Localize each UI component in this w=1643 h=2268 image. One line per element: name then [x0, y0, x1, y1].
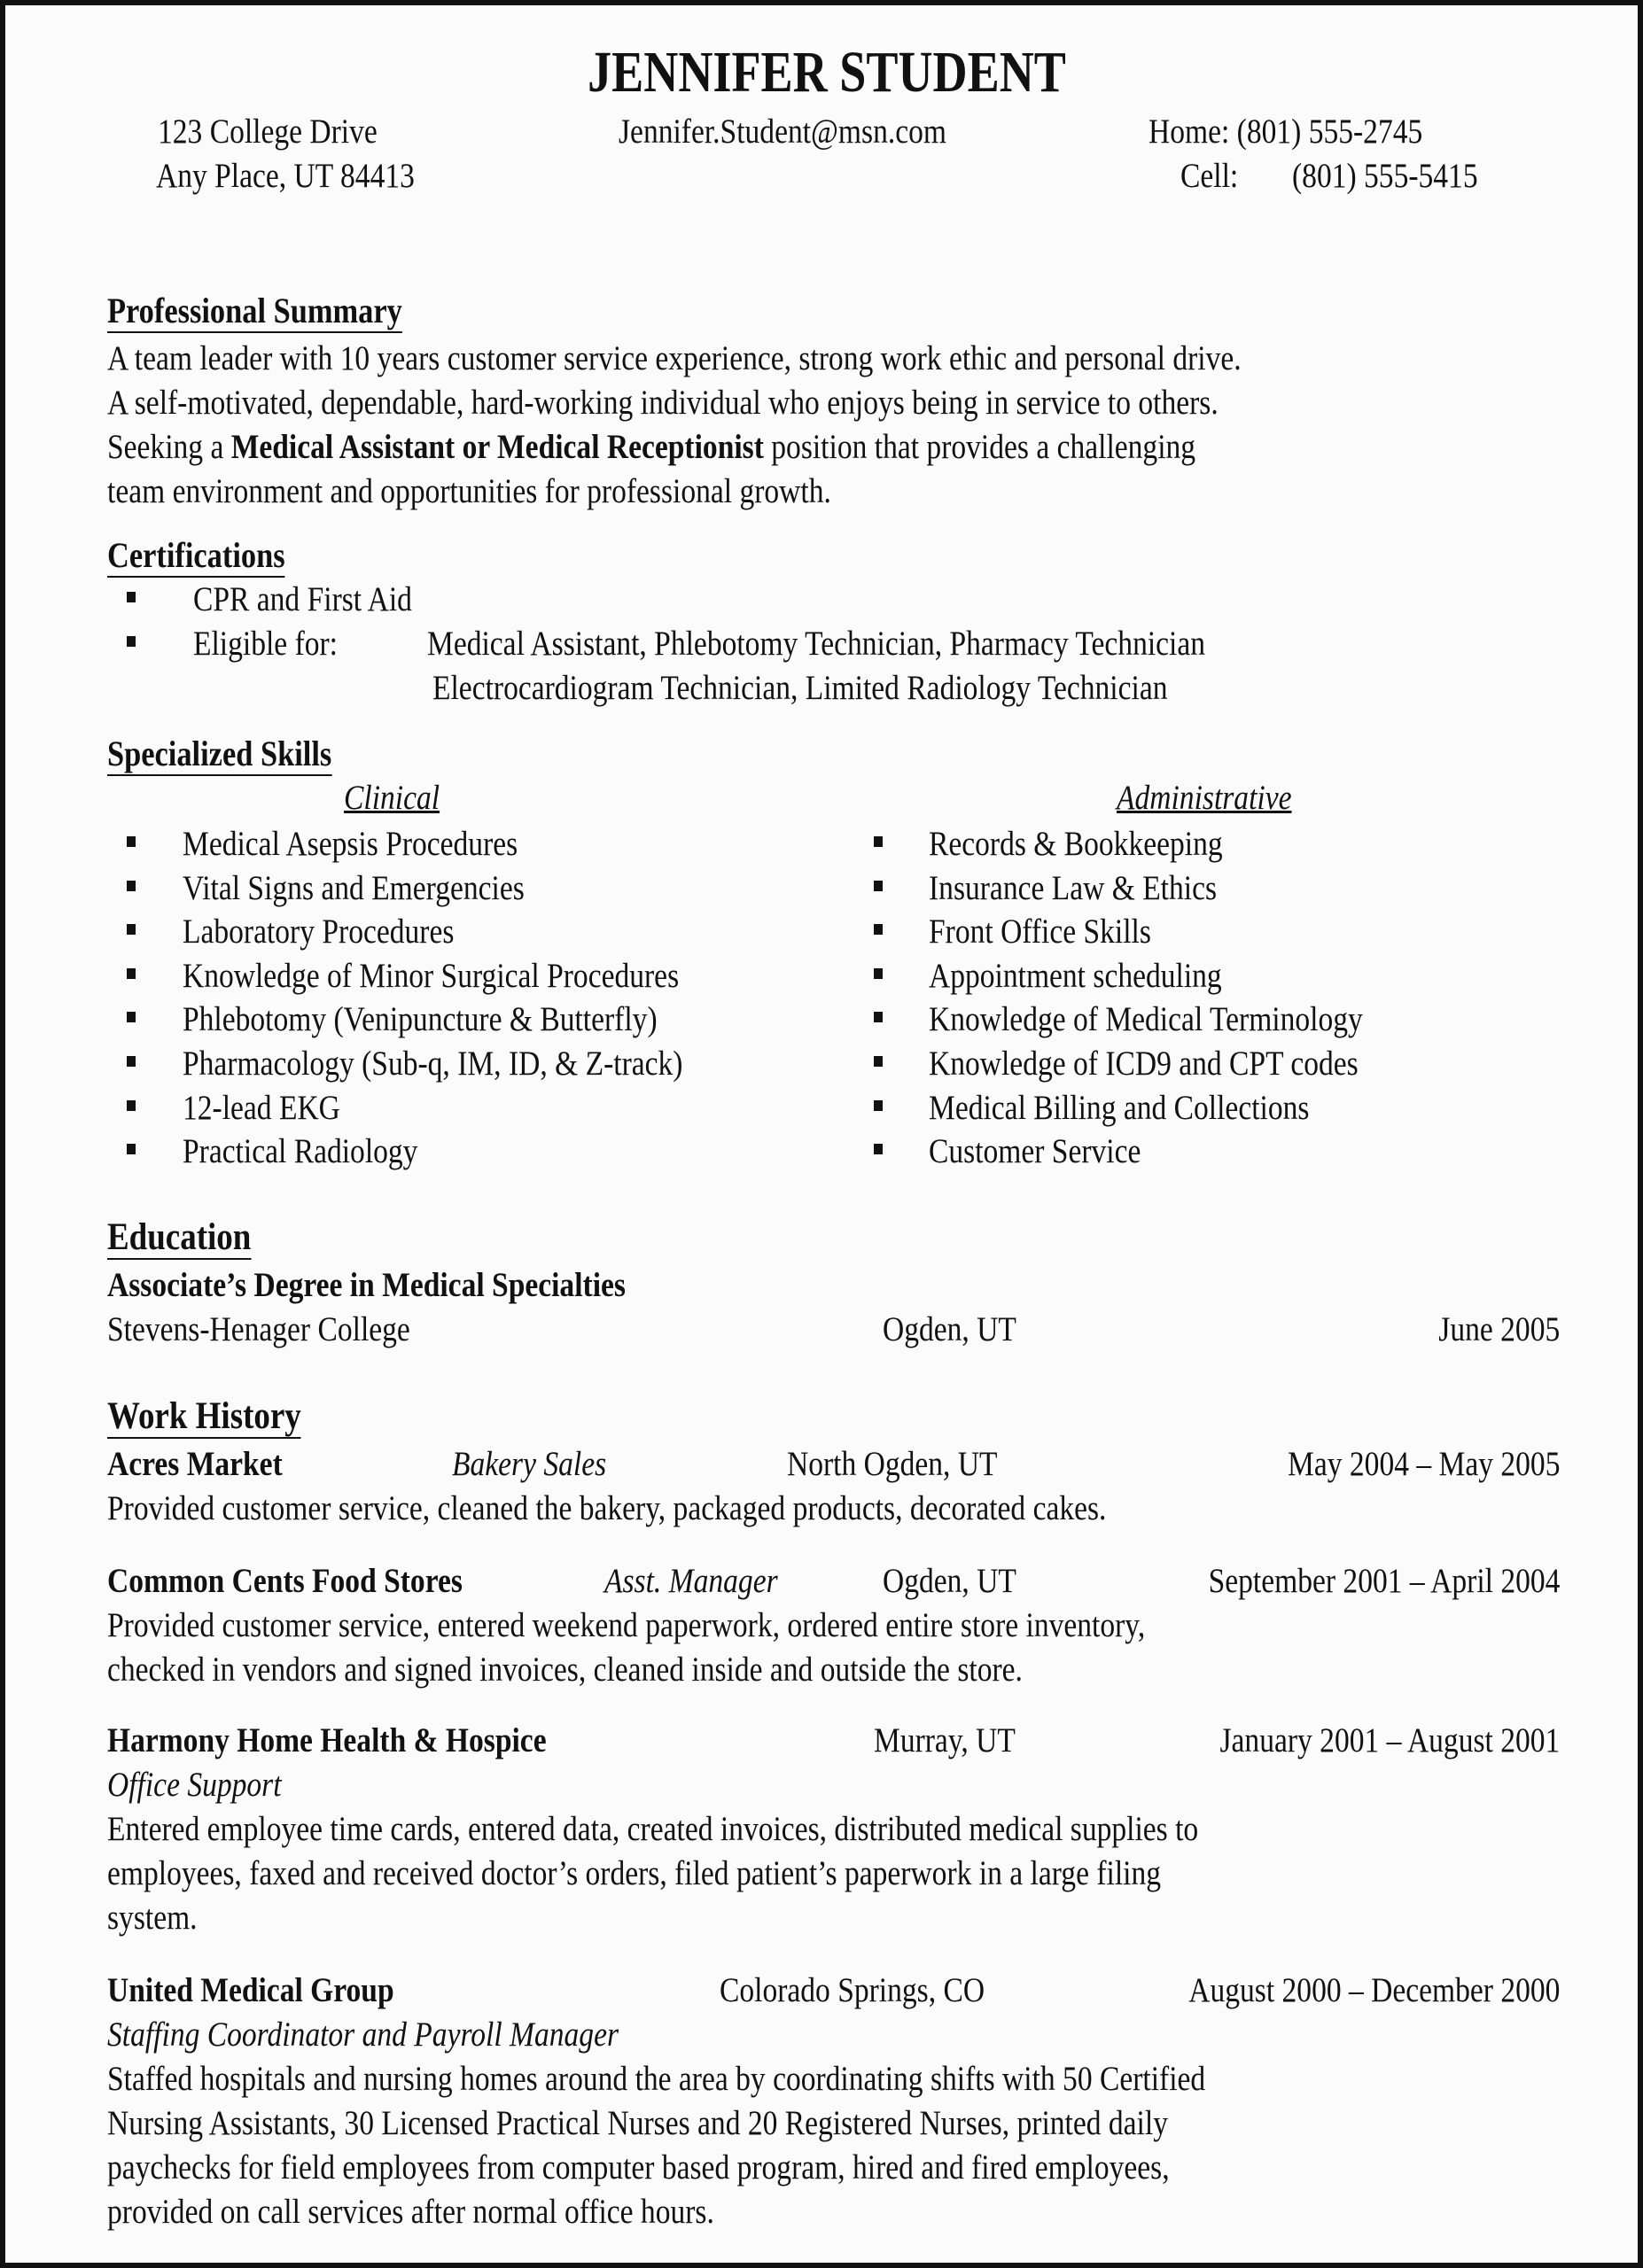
home-phone: Home: (801) 555-2745	[1149, 113, 1423, 151]
bullet-icon	[127, 1100, 136, 1111]
education-school: Stevens-Henager College	[107, 1310, 410, 1348]
job-description-line: Provided customer service, cleaned the bakery, packaged products, decorated cakes.	[107, 1489, 1107, 1527]
summary-line	[107, 425, 1195, 470]
bullet-icon	[127, 592, 136, 602]
candidate-name: JENNIFER STUDENT	[588, 40, 1066, 105]
job-role: Office Support	[107, 1766, 282, 1804]
address-line-1: 123 College Drive	[158, 113, 378, 151]
education-degree: Associate’s Degree in Medical Specialties	[107, 1266, 626, 1304]
certification-eligible-line: Electrocardiogram Technician, Limited Radiology Technician	[432, 669, 1168, 707]
job-description-line: Entered employee time cards, entered data, created invoices, distributed medical supplies to	[107, 1810, 1199, 1848]
skill-item: Knowledge of Medical Terminology	[929, 1000, 1363, 1039]
job-company: United Medical Group	[107, 1971, 394, 2009]
skills-column-title-clinical: Clinical	[344, 779, 440, 817]
job-location: North Ogden, UT	[787, 1445, 998, 1483]
skill-item: Records & Bookkeeping	[929, 825, 1223, 863]
job-location: Murray, UT	[874, 1721, 1016, 1759]
target-positions: Medical Assistant or Medical Receptionist	[230, 428, 764, 466]
bullet-icon	[127, 1056, 136, 1067]
job-location: Colorado Springs, CO	[720, 1971, 985, 2009]
skill-item: 12-lead EKG	[183, 1088, 340, 1127]
job-description-line: Staffed hospitals and nursing homes around the area by coordinating shifts with 50 Certified	[107, 2060, 1206, 2098]
skill-item: Customer Service	[929, 1132, 1141, 1171]
bullet-icon	[127, 836, 136, 847]
job-role: Bakery Sales	[452, 1445, 607, 1483]
education-date: June 2005	[1438, 1310, 1560, 1348]
certification-item: CPR and First Aid	[193, 580, 412, 618]
bullet-icon	[127, 881, 136, 891]
bullet-icon	[874, 968, 883, 979]
summary-line: A self-motivated, dependable, hard-working individual who enjoys being in service to others.	[107, 384, 1219, 422]
bullet-icon	[874, 836, 883, 847]
section-title-certifications: Certifications	[107, 535, 285, 578]
skill-item: Front Office Skills	[929, 913, 1151, 951]
skill-item: Vital Signs and Emergencies	[183, 868, 525, 907]
skill-item: Practical Radiology	[183, 1132, 418, 1171]
bullet-icon	[874, 924, 883, 935]
job-role: Staffing Coordinator and Payroll Manager	[107, 2016, 619, 2054]
bullet-icon	[874, 1100, 883, 1111]
skills-column-title-administrative: Administrative	[1117, 779, 1292, 817]
job-dates: September 2001 – April 2004	[1208, 1562, 1560, 1600]
skill-item: Medical Billing and Collections	[929, 1088, 1310, 1127]
bullet-icon	[127, 968, 136, 979]
job-role: Asst. Manager	[604, 1562, 778, 1600]
section-title-education: Education	[107, 1216, 252, 1258]
certification-eligible-line: Medical Assistant, Phlebotomy Technician, Pharmacy Technician	[427, 625, 1206, 663]
bullet-icon	[127, 1144, 136, 1154]
skill-item: Insurance Law & Ethics	[929, 868, 1218, 907]
bullet-icon	[874, 1144, 883, 1154]
address-line-2: Any Place, UT 84413	[156, 157, 415, 195]
job-description-line: employees, faxed and received doctor’s orders, filed patient’s paperwork in a large filing	[107, 1854, 1162, 1892]
job-location: Ogden, UT	[883, 1562, 1016, 1600]
bullet-icon	[127, 924, 136, 935]
skill-item: Phlebotomy (Venipuncture & Butterfly)	[183, 1000, 658, 1039]
education-location: Ogden, UT	[883, 1310, 1016, 1348]
skill-item: Knowledge of ICD9 and CPT codes	[929, 1045, 1359, 1083]
skill-item: Laboratory Procedures	[183, 913, 455, 951]
section-title-specialized-skills: Specialized Skills	[107, 734, 331, 776]
summary-text: position that provides a challenging	[763, 428, 1196, 466]
cell-phone-label: Cell:	[1180, 157, 1239, 195]
job-description-line: system.	[107, 1899, 198, 1937]
job-company: Acres Market	[107, 1445, 283, 1483]
email-address[interactable]: Jennifer.Student@msn.com	[619, 113, 946, 151]
bullet-icon	[127, 1012, 136, 1022]
job-dates: August 2000 – December 2000	[1187, 1971, 1560, 2009]
summary-line: team environment and opportunities for professional growth.	[107, 472, 831, 510]
summary-text: Seeking a	[107, 428, 231, 466]
job-description-line: provided on call services after normal office hours.	[107, 2193, 714, 2231]
section-title-professional-summary: Professional Summary	[107, 291, 402, 333]
bullet-icon	[874, 1012, 883, 1022]
skill-item: Knowledge of Minor Surgical Procedures	[183, 956, 680, 995]
summary-line: A team leader with 10 years customer service experience, strong work ethic and personal drive.	[107, 339, 1242, 377]
job-company: Common Cents Food Stores	[107, 1562, 463, 1600]
bullet-icon	[874, 881, 883, 891]
skill-item: Appointment scheduling	[929, 956, 1222, 995]
bullet-icon	[127, 636, 136, 647]
job-description-line: Nursing Assistants, 30 Licensed Practical Nurses and 20 Registered Nurses, printed daily	[107, 2104, 1168, 2142]
section-title-work-history: Work History	[107, 1395, 301, 1437]
job-description-line: Provided customer service, entered weekend paperwork, ordered entire store inventory,	[107, 1606, 1146, 1644]
bullet-icon	[874, 1056, 883, 1067]
skill-item: Pharmacology (Sub-q, IM, ID, & Z-track)	[183, 1045, 683, 1083]
job-description-line: paychecks for field employees from computer based program, hired and fired employees,	[107, 2148, 1170, 2186]
job-company: Harmony Home Health & Hospice	[107, 1721, 547, 1759]
job-description-line: checked in vendors and signed invoices, cleaned inside and outside the store.	[107, 1651, 1023, 1689]
skill-item: Medical Asepsis Procedures	[183, 825, 518, 863]
job-dates: January 2001 – August 2001	[1219, 1721, 1560, 1759]
certification-eligible-label: Eligible for:	[193, 625, 339, 663]
job-dates: May 2004 – May 2005	[1287, 1445, 1560, 1483]
cell-phone: (801) 555-5415	[1292, 157, 1478, 195]
